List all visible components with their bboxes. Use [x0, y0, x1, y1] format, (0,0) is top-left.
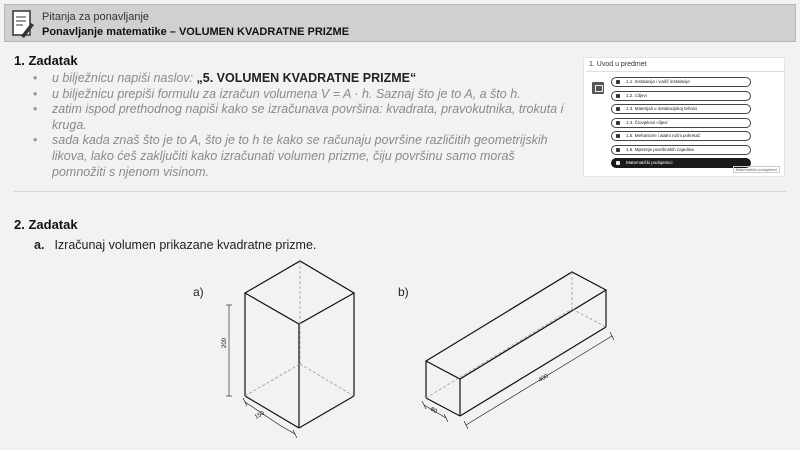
prism-a-base-dim: 150 [254, 410, 266, 421]
task2-heading: 2. Zadatak [14, 217, 78, 232]
header-subtitle: Pitanja za ponavljanje [42, 11, 150, 23]
prism-a-height-dim: 200 [222, 337, 228, 348]
list-item: • sada kada znaš što je to A, što je to h te kako se računaju površine različitih geometrijskih likova, lako ćeš zaključiti kako izračunati volumen prizme, čiju površinu samo moraš pomnožiti s njenom visinom. [30, 133, 570, 180]
task1-heading: 1. Zadatak [14, 53, 78, 68]
prism-b-base-dim: 80 [429, 406, 438, 416]
header-title: Ponavljanje matematike – VOLUMEN KVADRATNE PRIZME [42, 26, 350, 38]
thumbnail-footer: Matematički podsjetnici [733, 166, 780, 173]
thumbnail-menu-item: 1.4. Čiovjekovi ciljevi [611, 118, 751, 128]
prism-b-length-dim: 400 [537, 373, 550, 384]
thumbnail-menu-item: 1.6. Mjerenje površinskih zajedina [611, 145, 751, 155]
list-item: • zatim ispod prethodnog napiši kako se izračunava površina: kvadrata, pravokutnika, trokuta i kruga. [30, 102, 570, 133]
prism-b-hidden-edges [426, 272, 606, 398]
thumbnail-menu-item: 1.2. Ciljevi [611, 91, 751, 101]
task2-item-text: Izračunaj volumen prikazane kvadratne prizme. [54, 238, 317, 252]
thumbnail-title: 1. Uvod u predmet [589, 61, 647, 68]
thumbnail-menu-item: 1.3. Materijali u instalacijskoj tehnici [611, 104, 751, 114]
item-marker: a. [34, 238, 45, 252]
list-item: • u bilježnicu napiši naslov: „5. VOLUMEN KVADRATNE PRIZME“ [30, 71, 570, 87]
thumbnail-menu-item-active: Matematički podsjetnici [611, 158, 751, 168]
figure-b-label: b) [398, 285, 409, 299]
thumbnail-menu-item: 1.1. Instalacija i vodič instalacije [611, 77, 751, 87]
list-item: • u bilježnicu prepiši formulu za izračun volumena V = A · h. Saznaj što je to A, a što h. [30, 87, 570, 103]
prism-a [245, 261, 354, 428]
thumbnail-menu-item: 1.5. Mehanizmi i alatni ručni pokretač [611, 131, 751, 141]
figure-a-label: a) [193, 285, 204, 299]
notebook-title-text: „5. VOLUMEN KVADRATNE PRIZME“ [196, 71, 417, 85]
